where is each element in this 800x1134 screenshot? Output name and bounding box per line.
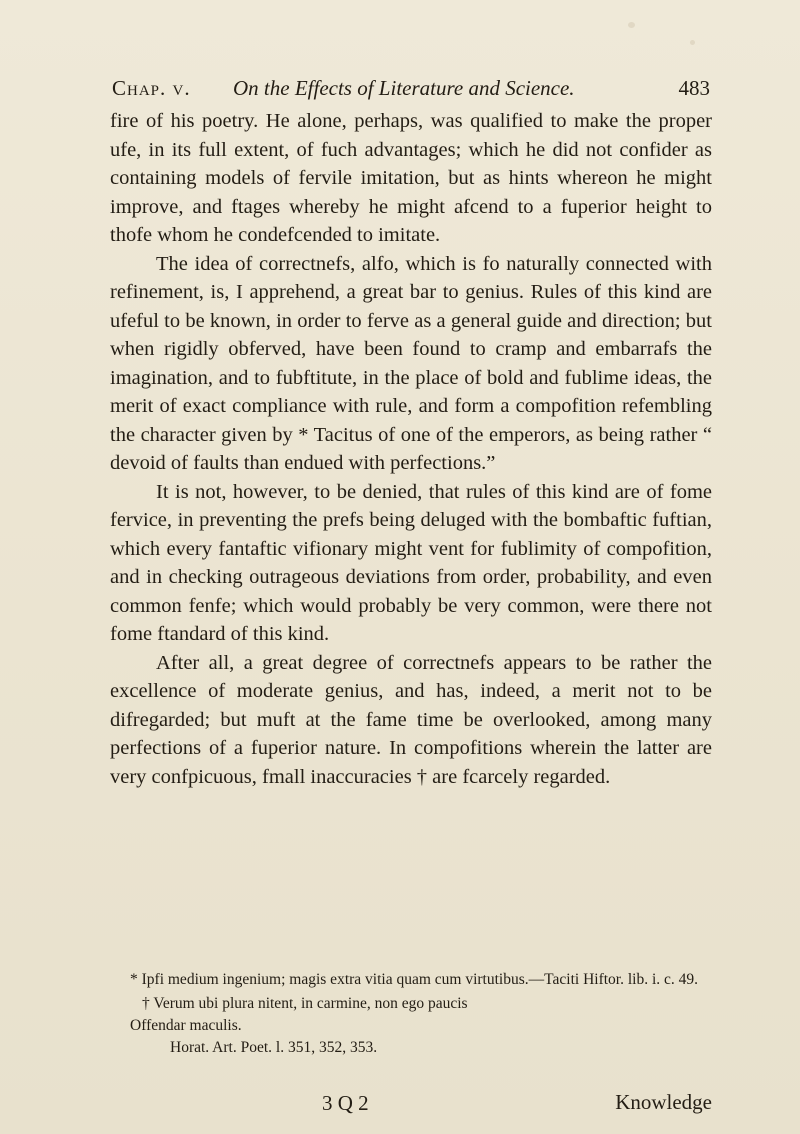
paragraph-3: It is not, however, to be denied, that rules of this kind are of fome fervice, in preventing the prefs being deluged with the bombaftic fuftian, which every fantaftic vifionary might vent for fublimity of compofition, and in checking outrageous deviations from order, probability, and even common fenfe; which would probably be very common, were there not fome ftandard of this kind. (110, 480, 712, 645)
running-header (112, 74, 710, 104)
paper-stain (690, 40, 695, 45)
chapter-label: Chap. v. (112, 76, 191, 100)
footnote-tacitus: * Ipfi medium ingenium; magis extra vitia quam cum virtutibus.—Taciti Hiftor. lib. i. c. 49. (130, 971, 699, 988)
paragraph-2: The idea of correctnefs, alfo, which is fo naturally connected with refinement, is, I apprehend, a great bar to genius. Rules of this kind are ufeful to be known, in order to ferve as a general guide and direction; but when rigidly obferved, have been found to cramp and embarrafs the imagination, and to fubftitute, in the place of bold and fublime ideas, the merit of exact compliance with rule, and form a compofition refembling the character given by * Tacitus of one of the emperors, as being rather “ devoid of faults than endued with perfections.” (110, 252, 712, 474)
footnotes (112, 969, 710, 1059)
catchword: Knowledge (615, 1090, 712, 1114)
paper-stain (628, 22, 635, 28)
signature-mark: 3 Q 2 (322, 1091, 369, 1115)
body-text (110, 107, 712, 791)
paragraph-1: fire of his poetry. He alone, perhaps, was qualified to make the proper ufe, in its full extent, of fuch advantages; which he did not confider as containing models of fervile imitation, but as hints whereon he might improve, and ftages whereby he might afcend to a fuperior height to thofe whom he condefcended to imitate. (110, 110, 712, 246)
footnote-horace-source: Horat. Art. Poet. l. 351, 352, 353. (170, 1039, 378, 1056)
running-title: On the Effects of Literature and Science. (233, 76, 575, 100)
footnote-horace-line1: † Verum ubi plura nitent, in carmine, non ego paucis (142, 995, 468, 1012)
paragraph-4: After all, a great degree of correctnefs appears to be rather the excellence of moderate genius, and has, indeed, a merit not to be difregarded; but muft at the fame time be overlooked, among many perfections of a fuperior nature. In compofitions wherein the latter are very confpicuous, fmall inaccuracies † are fcarcely regarded. (110, 651, 712, 788)
footnote-horace-line2: Offendar maculis. (130, 1017, 242, 1034)
page-number: 483 (678, 76, 710, 100)
